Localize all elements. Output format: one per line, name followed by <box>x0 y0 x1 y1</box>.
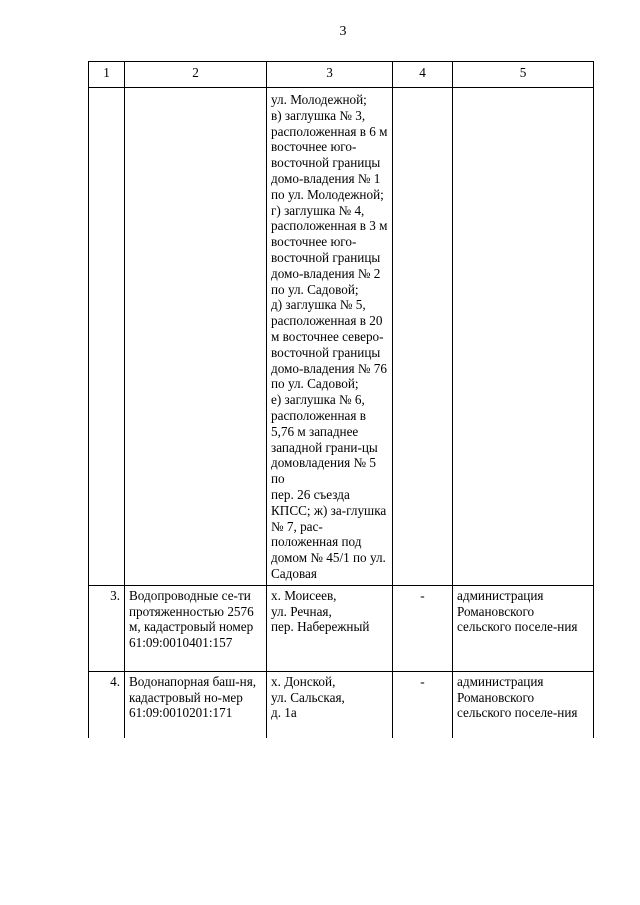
row-number: 3. <box>89 585 125 671</box>
object-owner: администрация Романовского сельского поселе-ния <box>453 671 594 738</box>
table-row <box>89 671 594 738</box>
table-row <box>89 88 594 586</box>
property-table <box>88 61 594 738</box>
object-address: ул. Молодежной; в) заглушка № 3, расположенная в 6 м восточнее юго-восточной границы домо-владения № 1 по ул. Молодежной; г) заглушка № 4, расположенная в 3 м восточнее юго-восточной границы домо-владения № 2 по ул. Садовой; д) заглушка № 5, расположенная в 20 м восточнее северо-восточной границы домо-владения № 76 по ул. Садовой; е) заглушка № 6, расположенная в 5,76 м западнее западной грани-цы домовладения № 5 по пер. 26 съезда КПСС; ж) за-глушка № 7, рас-положенная под домом № 45/1 по ул. Садовая <box>267 88 393 586</box>
object-address: х. Донской, ул. Сальская, д. 1а <box>267 671 393 738</box>
object-address: х. Моисеев, ул. Речная, пер. Набережный <box>267 585 393 671</box>
column-header-1: 1 <box>89 62 125 88</box>
page-number: 3 <box>339 24 347 39</box>
object-name <box>125 88 267 586</box>
object-owner: администрация Романовского сельского поселе-ния <box>453 585 594 671</box>
object-owner <box>453 88 594 586</box>
row-number: 4. <box>89 671 125 738</box>
column-header-2: 2 <box>125 62 267 88</box>
column-header-3: 3 <box>267 62 393 88</box>
row-number <box>89 88 125 586</box>
table-row <box>89 585 594 671</box>
table-header-row <box>89 62 594 88</box>
column-header-4: 4 <box>393 62 453 88</box>
object-name: Водонапорная баш-ня, кадастровый но-мер 61:09:0010201:171 <box>125 671 267 738</box>
object-name: Водопроводные се-ти протяженностью 2576 м, кадастровый номер 61:09:0010401:157 <box>125 585 267 671</box>
column-4-value: - <box>393 671 453 738</box>
column-4-value: - <box>393 585 453 671</box>
column-header-5: 5 <box>453 62 594 88</box>
column-4-value <box>393 88 453 586</box>
